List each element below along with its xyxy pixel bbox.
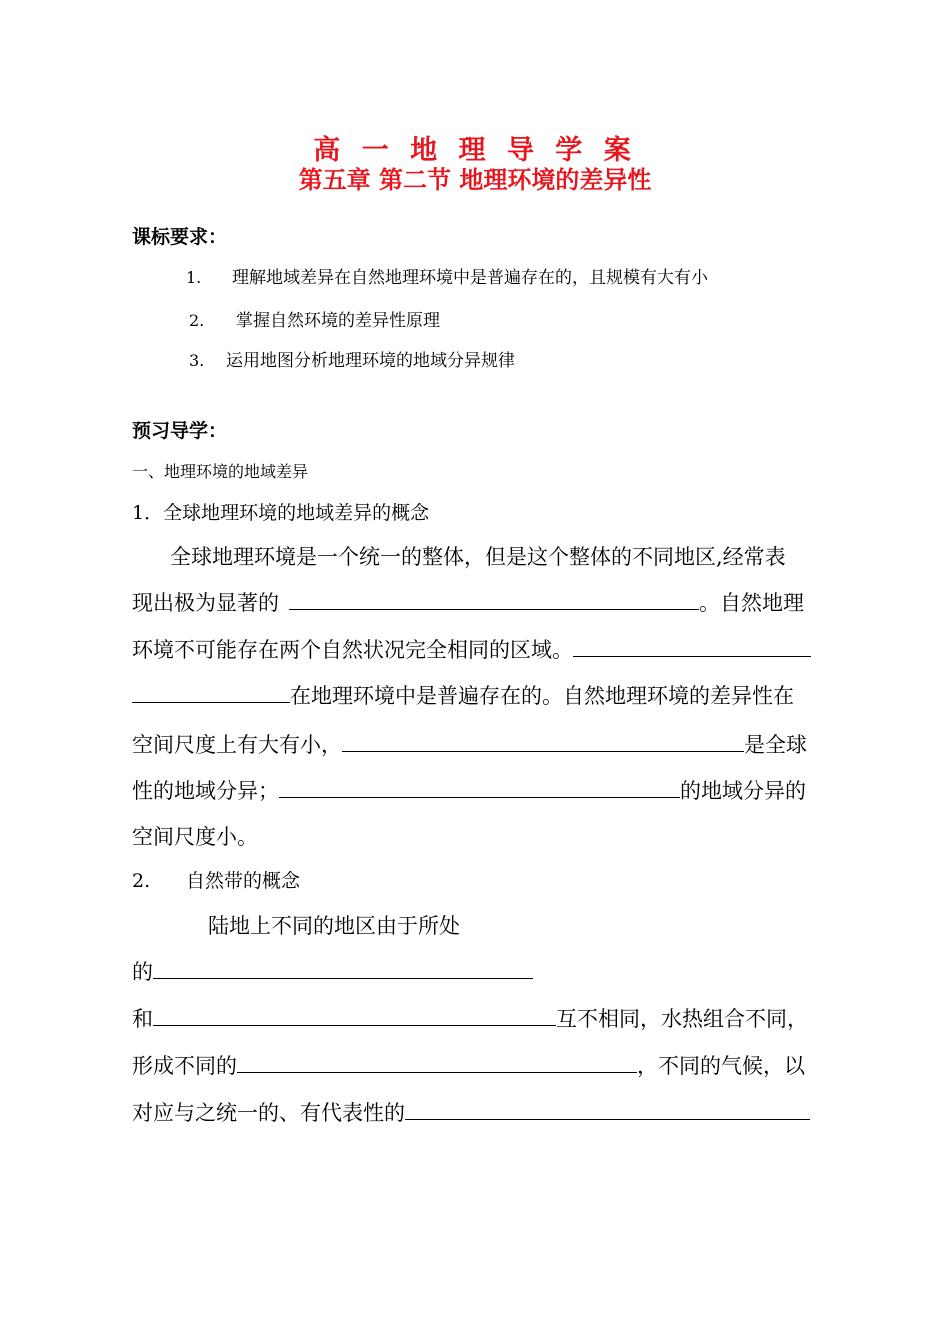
fill-blank[interactable] — [132, 682, 290, 703]
question-number: 2. — [132, 870, 151, 892]
q1-text: 是全球 — [744, 733, 807, 757]
q2-text-line — [132, 1097, 810, 1127]
q2-text: 互不相同，水热组合不同， — [556, 1007, 808, 1031]
q2-text: ，不同的气候，以 — [637, 1054, 805, 1078]
preview-heading: 预习导学： — [132, 420, 228, 442]
fill-blank[interactable] — [573, 636, 811, 657]
requirement-text: 运用地图分析地理环境的地域分异规律 — [226, 351, 515, 371]
fill-blank[interactable] — [342, 731, 744, 752]
doc-title: 高 一 地 理 导 学 案 — [313, 135, 637, 166]
q1-text-line — [132, 634, 811, 664]
requirement-item — [189, 346, 515, 371]
q2-text-line — [132, 1050, 805, 1080]
q1-text: 环境不可能存在两个自然状况完全相同的区域。 — [132, 638, 573, 662]
q2-text-line: 陆地上不同的地区由于所处 — [208, 914, 460, 938]
question-2-title — [132, 866, 300, 893]
requirement-item — [186, 263, 708, 288]
requirement-text: 掌握自然环境的差异性原理 — [236, 311, 440, 331]
q1-text-line — [132, 680, 794, 710]
fill-blank[interactable] — [153, 958, 533, 979]
q2-text: 和 — [132, 1007, 153, 1031]
q2-text: 形成不同的 — [132, 1054, 237, 1078]
q1-text: 性的地域分异； — [132, 779, 279, 803]
fill-blank[interactable] — [237, 1052, 637, 1073]
q1-text: 。自然地理 — [699, 591, 804, 615]
q2-text: 对应与之统一的、有代表性的 — [132, 1101, 405, 1125]
q1-text: 空间尺度上有大有小， — [132, 733, 342, 757]
q1-text-line: 空间尺度小。 — [132, 825, 258, 849]
q1-text: 的地域分异的 — [680, 779, 806, 803]
fill-blank[interactable] — [405, 1099, 810, 1120]
requirement-number: 3. — [189, 351, 205, 370]
fill-blank[interactable] — [153, 1005, 556, 1026]
fill-blank[interactable] — [279, 777, 680, 798]
q1-text-line: 全球地理环境是一个统一的整体，但是这个整体的不同地区,经常表 — [170, 545, 786, 569]
q1-text: 现出极为显著的 — [132, 591, 279, 615]
requirements-heading: 课标要求： — [132, 226, 228, 248]
requirement-item — [189, 306, 440, 331]
requirement-number: 2. — [189, 311, 205, 330]
part-title: 一、地理环境的地域差异 — [132, 462, 309, 481]
q1-text-line — [132, 729, 807, 759]
q2-text: 的 — [132, 960, 153, 984]
q2-text-line — [132, 1003, 808, 1033]
question-1-title: 1．全球地理环境的地域差异的概念 — [132, 502, 430, 524]
doc-subtitle: 第五章 第二节 地理环境的差异性 — [298, 166, 652, 194]
q1-text-line — [132, 587, 804, 617]
q1-text: 在地理环境中是普遍存在的。自然地理环境的差异性在 — [290, 684, 794, 708]
q2-text-line — [132, 956, 533, 986]
q1-text-line — [132, 775, 806, 805]
requirement-text: 理解地域差异在自然地理环境中是普遍存在的，且规模有大有小 — [232, 268, 708, 288]
question-2-label: 自然带的概念 — [186, 870, 301, 892]
requirement-number: 1. — [186, 268, 202, 287]
fill-blank[interactable] — [289, 589, 699, 610]
